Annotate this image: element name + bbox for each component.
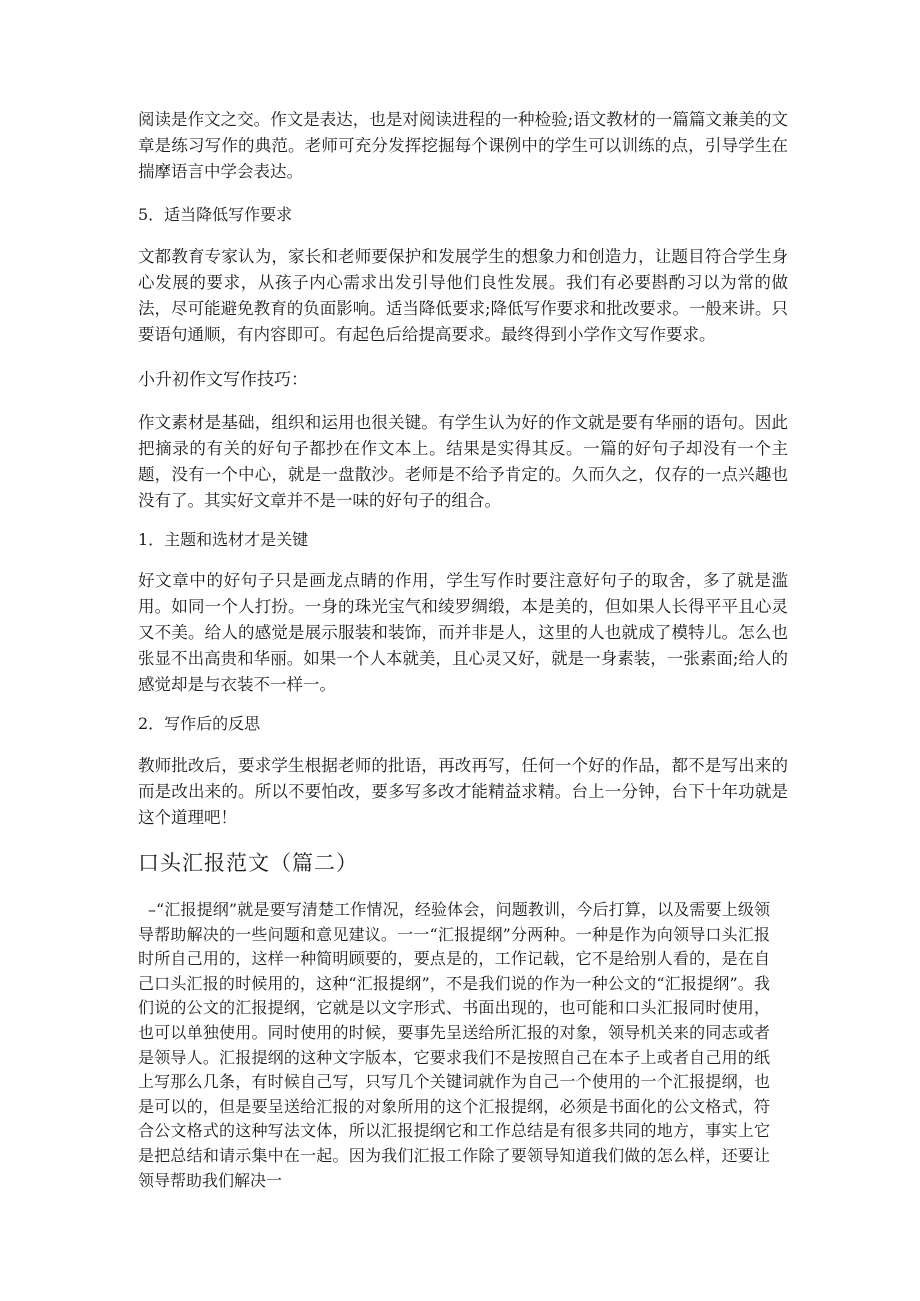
tip1-heading: 1．主题和选材才是关键 — [138, 530, 309, 549]
tips-paragraph: 作文素材是基础，组织和运用也很关键。有学生认为好的作文就是要有华丽的语句。因此把摘录的有关的好句子都抄在作文本上。结果是实得其反。一篇的好句子却没有一个主题，没有一个中心，就是一盘散沙。老师是不给予肯定的。久而久之，仅存的一点兴趣也没有了。其实好文章并不是一味的好句子的组合。 — [138, 413, 788, 510]
report-paragraph: –“汇报提纲”就是要写清楚工作情况，经验体会，问题教训，今后打算，以及需要上级领导帮助解决的一些问题和意见建议。一一“汇报提纲”分两种。一种是作为向领导口头汇报时所自己用的，这样一种简明顾要的，要点是的，工作记载，它不是给别人看的，是在自己口头汇报的时候用的，这种“汇报提纲”，不是我们说的作为一种公文的“汇报提纲”。我们说的公文的汇报提纲，它就是以文字形式、书面出现的，也可能和口头汇报同时使用，也可以单独使用。同时使用的时候，要事先呈送给所汇报的对象，领导机关来的同志或者是领导人。汇报提纲的这种文字版本，它要求我们不是按照自己在本子上或者自己用的纸上写那么几条，有时候自己写，只写几个关键词就作为自己一个使用的一个汇报提纲，也是可以的，但是要呈送给汇报的对象所用的这个汇报提纲，必须是书面化的公文格式，符合公文格式的这种写法文体，所以汇报提纲它和工作总结是有很多共同的地方，事实上它是把总结和请示集中在一起。因为我们汇报工作除了要领导知道我们做的怎么样，还要让领导帮助我们解决一 — [138, 900, 770, 1190]
step5-paragraph: 文都教育专家认为，家长和老师要保护和发展学生的想象力和创造力，让题目符合学生身心发展的要求，从孩子内心需求出发引导他们良性发展。我们有必要斟酌习以为常的做法，尽可能避免教育的负面影响。适当降低要求;降低写作要求和批改要求。一般来讲。只要语句通顺，有内容即可。有起色后给提高要求。最终得到小学作文写作要求。 — [138, 247, 788, 344]
tip1-paragraph: 好文章中的好句子只是画龙点睛的作用，学生写作时要注意好句子的取舍，多了就是滥用。如同一个人打扮。一身的珠光宝气和绫罗绸缎，本是美的，但如果人长得平平且心灵又不美。给人的感觉是展示服装和装饰，而并非是人，这里的人也就成了模特儿。怎么也张显不出高贵和华丽。如果一个人本就美，且心灵又好，就是一身素装，一张素面;给人的感觉却是与衣装不一样一。 — [138, 571, 788, 694]
tip2-heading: 2．写作后的反思 — [138, 714, 261, 733]
tip2-paragraph: 教师批改后，要求学生根据老师的批语，再改再写，任何一个好的作品，都不是写出来的而是改出来的。所以不要怕改，要多写多改才能精益求精。台上一分钟，台下十年功就是这个道理吧！ — [138, 756, 788, 827]
step5-heading: 5．适当降低写作要求 — [138, 205, 293, 224]
tips-heading: 小升初作文写作技巧： — [138, 370, 308, 390]
section-heading: 口头汇报范文（篇二） — [138, 851, 358, 875]
intro-paragraph: 阅读是作文之交。作文是表达，也是对阅读进程的一种检验;语文教材的一篇篇文兼美的文章是练习写作的典范。老师可充分发挥挖掘每个课例中的学生可以训练的点，引导学生在揣摩语言中学会表达。 — [138, 110, 788, 181]
